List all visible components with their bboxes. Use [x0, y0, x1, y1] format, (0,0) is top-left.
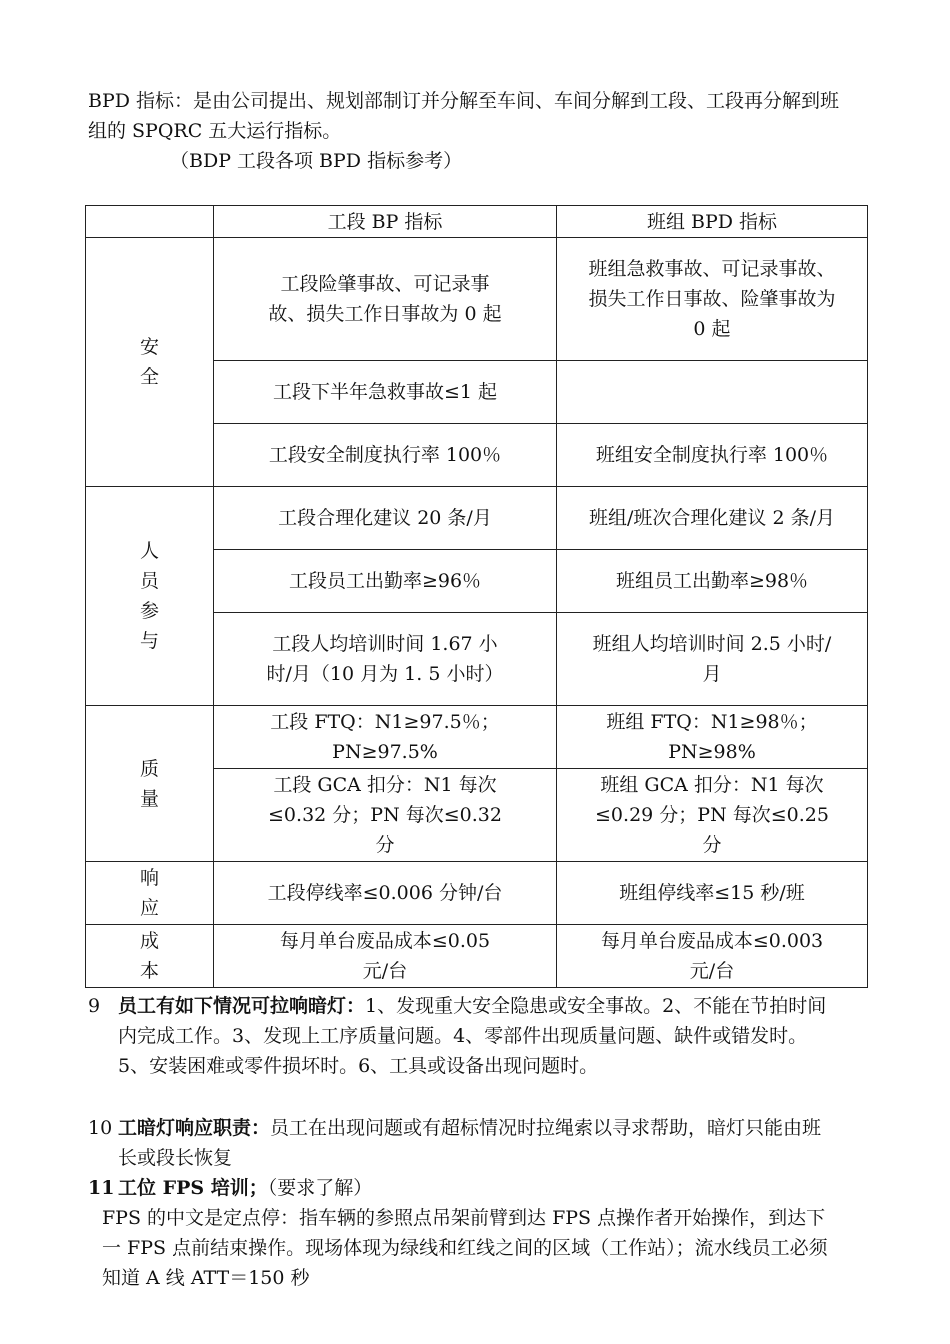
table-cell: 班组人均培训时间 2.5 小时/月: [557, 613, 868, 706]
item-number: 9: [88, 995, 101, 1017]
item-title: 工暗灯响应职责：: [118, 1117, 271, 1139]
category-safety: 安 全: [86, 238, 214, 487]
list-item-andon-pull: [88, 991, 838, 1081]
header-empty: [86, 206, 214, 238]
table-header-row: [86, 206, 868, 238]
table-cell: 工段人均培训时间 1.67 小时/月（10 月为 1. 5 小时）: [214, 613, 557, 706]
category-quality: 质 量: [86, 706, 214, 862]
table-cell: 工段 FTQ：N1≥97.5％；PN≥97.5%: [214, 706, 557, 769]
table-cell: 工段安全制度执行率 100％: [214, 424, 557, 487]
table-row: [86, 706, 868, 769]
category-response: 响 应: [86, 862, 214, 925]
table-cell: 工段停线率≤0.006 分钟/台: [214, 862, 557, 925]
category-people-involvement: 人 员 参 与: [86, 487, 214, 706]
table-cell: 班组 FTQ：N1≥98％；PN≥98%: [557, 706, 868, 769]
table-cell: 每月单台废品成本≤0.05 元/台: [214, 925, 557, 988]
table-cell: 班组/班次合理化建议 2 条/月: [557, 487, 868, 550]
table-cell: 工段 GCA 扣分：N1 每次≤0.32 分；PN 每次≤0.32 分: [214, 769, 557, 862]
table-cell: 工段下半年急救事故≤1 起: [214, 361, 557, 424]
table-row: [86, 487, 868, 550]
item-text: 1、发现重大安全隐患或安全事故。2、不能在节拍时间内完成工作。3、发现上工序质量问题。4、零部件出现质量问题、缺件或错发时。5、安装困难或零件损坏时。6、工具或设备出现问题时。: [118, 995, 827, 1077]
table-cell: 班组员工出勤率≥98％: [557, 550, 868, 613]
item-title: 工位 FPS 培训；: [118, 1177, 268, 1199]
table-caption: （BDP 工段各项 BPD 指标参考）: [170, 150, 463, 172]
table-cell: 工段员工出勤率≥96％: [214, 550, 557, 613]
item-text: （要求了解）: [267, 1177, 373, 1199]
table-cell: 班组急救事故、可记录事故、损失工作日事故、险肇事故为 0 起: [557, 238, 868, 361]
header-team-bpd: 班组 BPD 指标: [557, 206, 868, 238]
table-row: [86, 862, 868, 925]
table-cell: 每月单台废品成本≤0.003 元/台: [557, 925, 868, 988]
table-row: [86, 238, 868, 361]
table-cell: 班组停线率≤15 秒/班: [557, 862, 868, 925]
intro-paragraph: BPD 指标：是由公司提出、规划部制订并分解至车间、车间分解到工段、工段再分解到班组的 SPQRC 五大运行指标。: [88, 90, 840, 142]
table-cell: [557, 361, 868, 424]
item-number: 11: [88, 1177, 115, 1199]
header-section-bp: 工段 BP 指标: [214, 206, 557, 238]
list-item-andon-response: [88, 1113, 838, 1173]
table-row: [86, 925, 868, 988]
category-cost: 成 本: [86, 925, 214, 988]
item-text: 员工在出现问题或有超标情况时拉绳索以寻求帮助，暗灯只能由班长或段长恢复: [118, 1117, 822, 1169]
table-cell: 工段险肇事故、可记录事故、损失工作日事故为 0 起: [214, 238, 557, 361]
bpd-indicator-table: [85, 205, 868, 988]
item-number: 10: [88, 1117, 113, 1139]
item-title: 员工有如下情况可拉响暗灯：: [118, 995, 366, 1017]
fps-paragraph: FPS 的中文是定点停：指车辆的参照点吊架前臂到达 FPS 点操作者开始操作，到达下一 FPS 点前结束操作。现场体现为绿线和红线之间的区域（工作站）；流水线员工必须知道 A 线 ATT＝150 秒: [102, 1207, 828, 1289]
table-cell: 班组 GCA 扣分：N1 每次≤0.29 分；PN 每次≤0.25 分: [557, 769, 868, 862]
table-cell: 工段合理化建议 20 条/月: [214, 487, 557, 550]
table-cell: 班组安全制度执行率 100％: [557, 424, 868, 487]
list-item-fps-training: [88, 1173, 838, 1203]
